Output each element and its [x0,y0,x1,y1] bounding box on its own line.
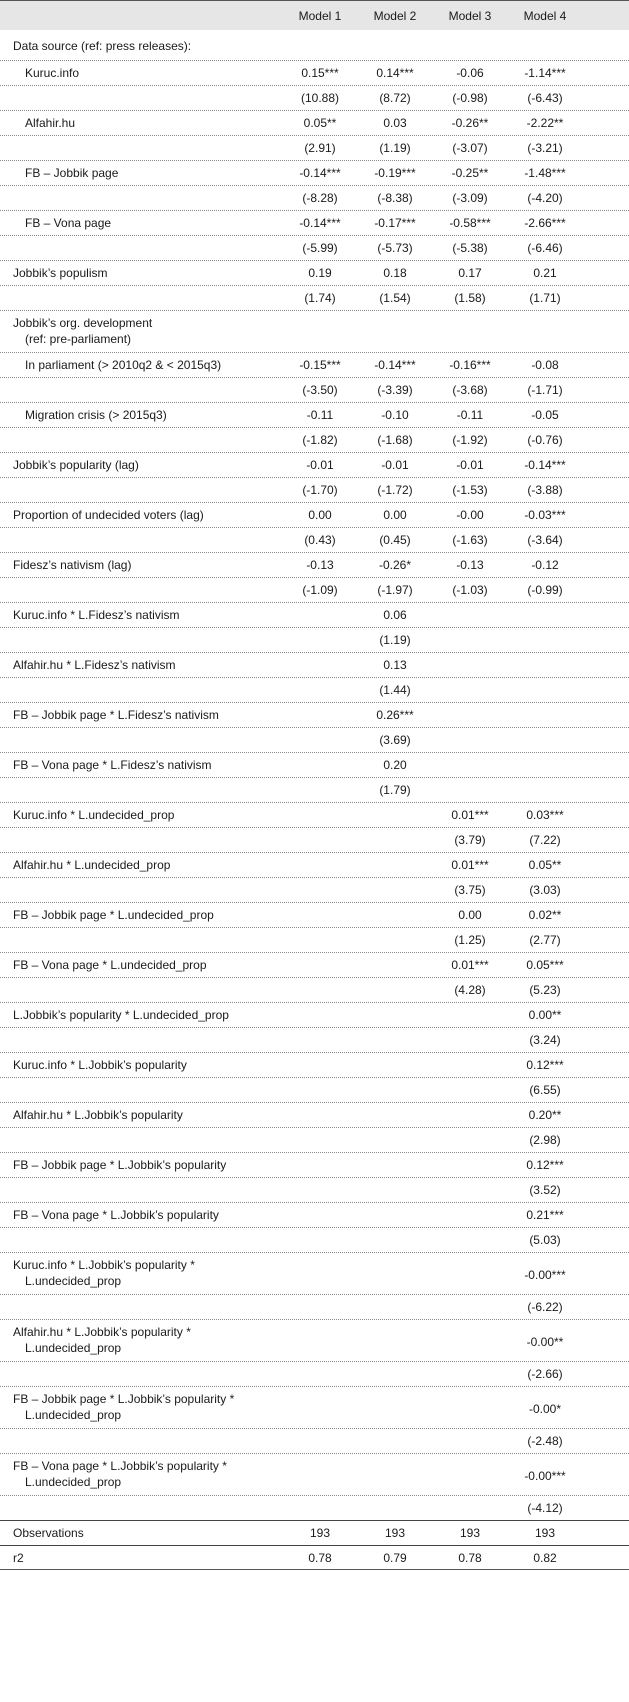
t-stat-cell-model-4: (-4.12) [527,1501,563,1515]
value-cell-model-2: -0.17*** [374,216,416,230]
t-stat-cell-model-2: (8.72) [379,91,411,105]
header-model-1: Model 1 [298,9,342,23]
header-model-4: Model 4 [523,9,567,23]
row-label: (ref: pre-parliament) [25,332,132,346]
row-label: L.Jobbik’s popularity * L.undecided_prop [13,1008,229,1022]
t-stat-row [0,877,629,902]
value-cell-model-4: 0.20** [528,1108,562,1122]
value-cell-model-1: -0.14*** [299,216,341,230]
table-row [0,60,629,85]
table-row [0,1252,629,1294]
row-label: Alfahir.hu * L.undecided_prop [13,858,171,872]
value-cell-model-3: -0.13 [456,558,484,572]
t-stat-cell-model-3: (4.28) [454,983,486,997]
value-cell-model-4: 0.12*** [526,1158,564,1172]
t-stat-cell-model-4: (7.22) [529,833,561,847]
value-cell-model-3: 0.00 [458,908,482,922]
t-stat-row [0,1177,629,1202]
t-stat-cell-model-2: (1.44) [379,683,411,697]
table-row [0,1152,629,1177]
value-cell-model-3: -0.01 [456,458,484,472]
value-cell-model-1: 0.15*** [301,66,339,80]
value-cell-model-2: 0.00 [383,508,407,522]
value-cell-model-1: 0.05** [303,116,337,130]
value-cell-model-4: 0.00** [528,1008,562,1022]
value-cell-model-2: 0.03 [383,116,407,130]
value-cell-model-4: 0.82 [533,1551,557,1565]
value-cell-model-4: 0.21 [533,266,557,280]
row-label: FB – Vona page [25,216,112,230]
t-stat-cell-model-1: (1.74) [304,291,336,305]
t-stat-cell-model-3: (-5.38) [452,241,488,255]
t-stat-cell-model-4: (-3.64) [527,533,563,547]
value-cell-model-3: -0.00 [456,508,484,522]
t-stat-cell-model-3: (1.58) [454,291,486,305]
table-row [0,602,629,627]
value-cell-model-2: -0.01 [381,458,409,472]
row-label: Kuruc.info [25,66,80,80]
value-cell-model-4: 0.03*** [526,808,564,822]
t-stat-row [0,85,629,110]
value-cell-model-1: -0.14*** [299,166,341,180]
t-stat-cell-model-3: (-3.07) [452,141,488,155]
t-stat-row [0,427,629,452]
row-label: Alfahir.hu * L.Jobbik’s popularity * [13,1325,191,1339]
value-cell-model-4: 0.05** [528,858,562,872]
value-cell-model-3: 0.17 [458,266,482,280]
value-cell-model-4: 0.02** [528,908,562,922]
t-stat-cell-model-4: (5.03) [529,1233,561,1247]
t-stat-cell-model-2: (1.19) [379,141,411,155]
t-stat-row [0,1127,629,1152]
t-stat-row [0,1361,629,1386]
row-label: FB – Jobbik page [25,166,119,180]
t-stat-cell-model-4: (-1.71) [527,383,563,397]
table-row [0,30,629,60]
t-stat-row [0,1428,629,1453]
t-stat-cell-model-1: (10.88) [300,91,340,105]
t-stat-cell-model-4: (-2.66) [527,1367,563,1381]
row-label: L.undecided_prop [25,1475,122,1489]
t-stat-cell-model-4: (3.03) [529,883,561,897]
t-stat-cell-model-4: (3.24) [529,1033,561,1047]
t-stat-cell-model-2: (0.45) [379,533,411,547]
t-stat-cell-model-3: (-1.92) [452,433,488,447]
value-cell-model-4: 0.12*** [526,1058,564,1072]
t-stat-row [0,527,629,552]
t-stat-cell-model-4: (1.71) [529,291,561,305]
value-cell-model-3: -0.16*** [449,358,491,372]
table-row [0,310,629,352]
value-cell-model-2: -0.10 [381,408,409,422]
value-cell-model-2: 0.18 [383,266,407,280]
row-label: L.undecided_prop [25,1408,122,1422]
value-cell-model-4: -0.00*** [524,1268,566,1282]
value-cell-model-3: -0.11 [456,408,484,422]
t-stat-cell-model-2: (3.69) [379,733,411,747]
value-cell-model-3: 0.01*** [451,858,489,872]
value-cell-model-1: -0.15*** [299,358,341,372]
t-stat-cell-model-1: (-8.28) [302,191,338,205]
value-cell-model-2: 0.14*** [376,66,414,80]
table-row [0,260,629,285]
value-cell-model-4: -1.14*** [524,66,566,80]
t-stat-cell-model-3: (-3.68) [452,383,488,397]
value-cell-model-4: 193 [534,1526,556,1540]
t-stat-cell-model-2: (-5.73) [377,241,413,255]
t-stat-row [0,377,629,402]
row-label: FB – Vona page * L.Jobbik’s popularity [13,1208,219,1222]
value-cell-model-3: 193 [459,1526,481,1540]
row-label: Jobbik’s org. development [13,316,153,330]
t-stat-cell-model-4: (-0.99) [527,583,563,597]
row-label: FB – Jobbik page * L.Jobbik’s popularity [13,1158,227,1172]
t-stat-cell-model-2: (1.19) [379,633,411,647]
value-cell-model-3: 0.01*** [451,808,489,822]
row-label: Migration crisis (> 2015q3) [25,408,167,422]
value-cell-model-3: -0.06 [456,66,484,80]
table-row [0,952,629,977]
t-stat-row [0,977,629,1002]
value-cell-model-1: 0.19 [308,266,332,280]
table-row [0,702,629,727]
t-stat-cell-model-1: (-1.70) [302,483,338,497]
t-stat-cell-model-1: (2.91) [304,141,336,155]
row-label: r2 [13,1551,24,1565]
table-row [0,802,629,827]
row-label: FB – Jobbik page * L.Fidesz’s nativism [13,708,219,722]
value-cell-model-4: -1.48*** [524,166,566,180]
value-cell-model-3: -0.25** [451,166,489,180]
table-row [0,402,629,427]
t-stat-row [0,727,629,752]
value-cell-model-3: 0.01*** [451,958,489,972]
t-stat-cell-model-2: (-3.39) [377,383,413,397]
value-cell-model-2: 0.13 [383,658,407,672]
row-label: FB – Vona page * L.Jobbik’s popularity * [13,1459,227,1473]
value-cell-model-2: 193 [384,1526,406,1540]
value-cell-model-4: -0.00*** [524,1469,566,1483]
t-stat-cell-model-3: (-1.63) [452,533,488,547]
row-label: Proportion of undecided voters (lag) [13,508,204,522]
t-stat-row [0,185,629,210]
value-cell-model-4: 0.05*** [526,958,564,972]
table-row [0,1052,629,1077]
t-stat-row [0,777,629,802]
table-row [0,752,629,777]
t-stat-row [0,285,629,310]
table-row [0,1386,629,1428]
value-cell-model-2: 0.26*** [376,708,414,722]
t-stat-cell-model-2: (-1.68) [377,433,413,447]
table-row [0,552,629,577]
value-cell-model-4: -0.08 [531,358,559,372]
t-stat-cell-model-4: (3.52) [529,1183,561,1197]
table-row [0,1002,629,1027]
row-label: FB – Jobbik page * L.Jobbik’s popularity * [13,1392,235,1406]
value-cell-model-1: -0.13 [306,558,334,572]
t-stat-cell-model-4: (-0.76) [527,433,563,447]
t-stat-cell-model-2: (1.79) [379,783,411,797]
row-label: L.undecided_prop [25,1274,122,1288]
t-stat-cell-model-3: (3.79) [454,833,486,847]
table-row [0,1102,629,1127]
row-label: Alfahir.hu [25,116,76,130]
value-cell-model-4: -0.05 [531,408,559,422]
t-stat-cell-model-3: (-0.98) [452,91,488,105]
value-cell-model-1: 0.78 [308,1551,332,1565]
t-stat-cell-model-4: (-6.22) [527,1300,563,1314]
row-label: FB – Jobbik page * L.undecided_prop [13,908,214,922]
t-stat-cell-model-3: (-3.09) [452,191,488,205]
value-cell-model-2: 0.79 [383,1551,407,1565]
table-row [0,452,629,477]
value-cell-model-2: -0.19*** [374,166,416,180]
t-stat-row [0,627,629,652]
value-cell-model-3: 0.78 [458,1551,482,1565]
value-cell-model-3: -0.58*** [449,216,491,230]
t-stat-cell-model-4: (5.23) [529,983,561,997]
value-cell-model-4: -0.03*** [524,508,566,522]
t-stat-row [0,1294,629,1319]
t-stat-cell-model-3: (-1.53) [452,483,488,497]
t-stat-cell-model-4: (-4.20) [527,191,563,205]
value-cell-model-1: -0.11 [306,408,334,422]
row-label: Fidesz’s nativism (lag) [13,558,132,572]
row-label: FB – Vona page * L.undecided_prop [13,958,207,972]
table-row [0,1520,629,1545]
t-stat-cell-model-4: (-6.43) [527,91,563,105]
row-label: FB – Vona page * L.Fidesz’s nativism [13,758,212,772]
value-cell-model-4: -2.22** [526,116,564,130]
value-cell-model-4: -0.14*** [524,458,566,472]
table-row [0,1453,629,1495]
row-label: Kuruc.info * L.undecided_prop [13,808,175,822]
t-stat-cell-model-4: (-6.46) [527,241,563,255]
row-label: Kuruc.info * L.Jobbik’s popularity [13,1058,187,1072]
t-stat-cell-model-4: (2.77) [529,933,561,947]
t-stat-cell-model-1: (-5.99) [302,241,338,255]
row-label: Jobbik’s popularity (lag) [13,458,139,472]
value-cell-model-4: -0.00** [526,1335,564,1349]
table-row [0,652,629,677]
value-cell-model-1: 0.00 [308,508,332,522]
row-label: Alfahir.hu * L.Fidesz’s nativism [13,658,176,672]
t-stat-cell-model-2: (-1.72) [377,483,413,497]
value-cell-model-4: -2.66*** [524,216,566,230]
row-label: Jobbik’s populism [13,266,108,280]
t-stat-row [0,677,629,702]
header-model-3: Model 3 [448,9,492,23]
table-row [0,210,629,235]
t-stat-cell-model-1: (-3.50) [302,383,338,397]
t-stat-cell-model-1: (-1.09) [302,583,338,597]
t-stat-cell-model-3: (1.25) [454,933,486,947]
t-stat-row [0,1027,629,1052]
t-stat-row [0,135,629,160]
t-stat-cell-model-4: (-2.48) [527,1434,563,1448]
row-label: Kuruc.info * L.Jobbik’s popularity * [13,1258,195,1272]
t-stat-cell-model-4: (2.98) [529,1133,561,1147]
t-stat-row [0,927,629,952]
value-cell-model-4: -0.00* [528,1402,562,1416]
t-stat-row [0,827,629,852]
t-stat-cell-model-3: (3.75) [454,883,486,897]
t-stat-cell-model-1: (0.43) [304,533,336,547]
row-label: Alfahir.hu * L.Jobbik’s popularity [13,1108,183,1122]
row-label: In parliament (> 2010q2 & < 2015q3) [25,358,222,372]
value-cell-model-4: 0.21*** [526,1208,564,1222]
t-stat-cell-model-1: (-1.82) [302,433,338,447]
table-row [0,902,629,927]
value-cell-model-1: 193 [309,1526,331,1540]
value-cell-model-1: -0.01 [306,458,334,472]
value-cell-model-3: -0.26** [451,116,489,130]
header-model-2: Model 2 [373,9,417,23]
table-row [0,1319,629,1361]
t-stat-cell-model-2: (-8.38) [377,191,413,205]
value-cell-model-2: 0.06 [383,608,407,622]
row-label: Kuruc.info * L.Fidesz’s nativism [13,608,180,622]
table-row [0,160,629,185]
value-cell-model-2: 0.20 [383,758,407,772]
table-row [0,110,629,135]
row-label: Data source (ref: press releases): [13,39,192,53]
t-stat-cell-model-2: (-1.97) [377,583,413,597]
t-stat-cell-model-4: (-3.21) [527,141,563,155]
t-stat-cell-model-4: (-3.88) [527,483,563,497]
table-row [0,1202,629,1227]
t-stat-row [0,1227,629,1252]
t-stat-row [0,1495,629,1520]
value-cell-model-2: -0.26* [378,558,412,572]
table-row [0,352,629,377]
t-stat-cell-model-2: (1.54) [379,291,411,305]
row-label: L.undecided_prop [25,1341,122,1355]
t-stat-row [0,1077,629,1102]
t-stat-cell-model-4: (6.55) [529,1083,561,1097]
table-row [0,1545,629,1570]
t-stat-row [0,235,629,260]
table-row [0,502,629,527]
table-header [0,0,629,30]
table-row [0,852,629,877]
t-stat-row [0,577,629,602]
value-cell-model-2: -0.14*** [374,358,416,372]
value-cell-model-4: -0.12 [531,558,559,572]
row-label: Observations [13,1526,84,1540]
t-stat-cell-model-3: (-1.03) [452,583,488,597]
t-stat-row [0,477,629,502]
